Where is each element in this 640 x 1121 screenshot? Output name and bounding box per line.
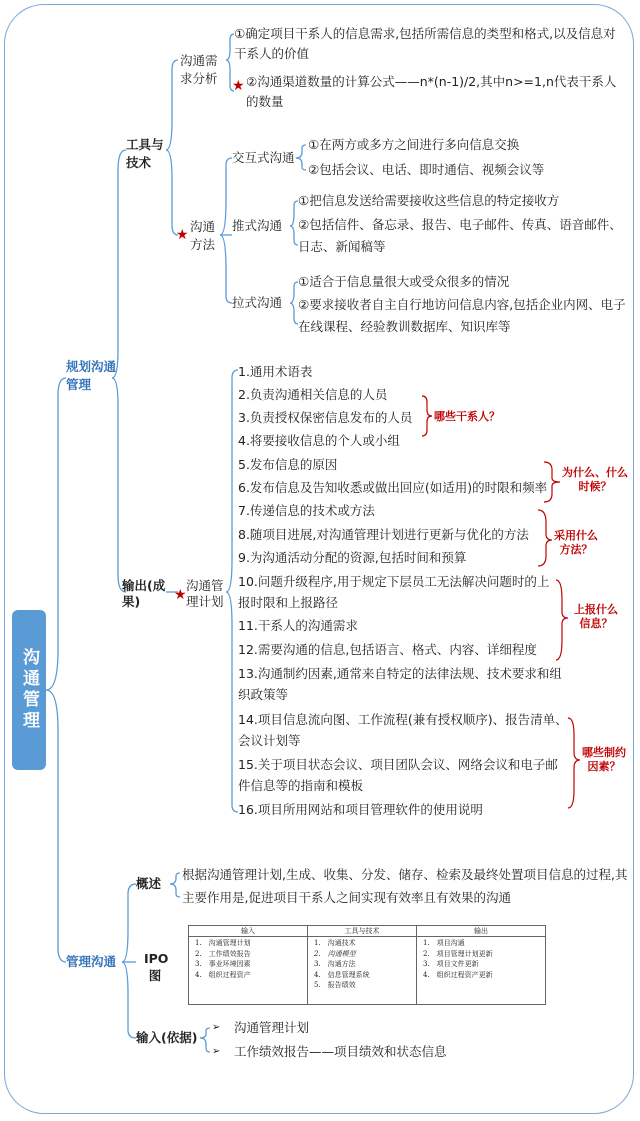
note-constraints: 哪些制约因素？ (582, 746, 626, 773)
ipo-divider (416, 936, 417, 1004)
interactive-item-2: ②包括会议、电话、即时通信、视频会议等 (308, 162, 545, 177)
ipo-input-1: 1. 沟通管理计划 (195, 939, 251, 947)
plan-item-9: 9.为沟通活动分配的资源,包括时间和预算 (238, 550, 467, 565)
branch-plan-title: 规划沟通管理 (66, 359, 117, 392)
plan-item-13: 13.沟通制约因素,通常来自特定的法律法规、技术要求和组织政策等 (238, 666, 562, 702)
overview-text: 根据沟通管理计划,生成、收集、分发、储存、检索及最终处置项目信息的过程,其主要作用是,促进项目干系人之间实现有效率且有效果的沟通 (182, 867, 628, 905)
note-which-method: 采用什么方法？ (554, 529, 598, 556)
push-item-1: ①把信息发送给需要接收这些信息的特定接收方 (298, 193, 560, 208)
ipo-tool-4: 4. 信息管理系统 (314, 970, 370, 979)
ipo-input-3: 3. 事业环境因素 (195, 960, 251, 968)
ipo-tools (314, 938, 370, 991)
ipo-tool-5: 5. 报告绩效 (314, 981, 356, 989)
plan-item-10: 10.问题升级程序,用于规定下层员工无法解决问题时的上报时限和上报路径 (238, 574, 550, 610)
ipo-outputs (423, 938, 493, 980)
ipo-header-tools: 工具与技术 (308, 926, 417, 937)
plan-item-11: 11.干系人的沟通需求 (238, 618, 358, 633)
star-icon: ★ (176, 227, 189, 243)
ipo-input-4: 4. 组织过程资产 (195, 970, 251, 979)
plan-item-16: 16.项目所用网站和项目管理软件的使用说明 (238, 802, 483, 817)
inputs-title: 输入(依据) (136, 1030, 198, 1045)
overview-title: 概述 (136, 876, 162, 891)
ipo-output-3: 3. 项目文件更新 (423, 960, 479, 968)
note-why-when: 为什么、什么时候？ (562, 466, 628, 493)
ipo-input-2: 2. 工作绩效报告 (195, 949, 251, 958)
plan-item-4: 4.将要接收信息的个人或小组 (238, 433, 400, 448)
needs-item-1: ①确定项目干系人的信息需求,包括所需信息的类型和格式,以及信息对干系人的价值 (234, 26, 616, 61)
ipo-tool-2: 2. 沟通模型 (314, 949, 356, 958)
needs-analysis-title: 沟通需求分析 (180, 53, 218, 86)
ipo-output-2: 2. 项目管理计划更新 (423, 949, 493, 958)
methods-title: 沟通方法 (190, 219, 216, 252)
ipo-title: IPO图 (144, 951, 169, 983)
input-item-2: 工作绩效报告——项目绩效和状态信息 (234, 1044, 447, 1059)
note-escalate-what: 上报什么信息？ (574, 603, 618, 630)
note-which-stakeholders: 哪些干系人？ (434, 410, 500, 423)
ipo-output-1: 1. 项目沟通 (423, 939, 465, 947)
plan-item-14: 14.项目信息流向图、工作流程(兼有授权顺序)、报告清单、会议计划等 (238, 712, 568, 748)
ipo-output-4: 4. 组织过程资产更新 (423, 970, 493, 979)
push-title: 推式沟通 (232, 218, 283, 233)
star-icon: ★ (174, 587, 187, 603)
plan-item-12: 12.需要沟通的信息,包括语言、格式、内容、详细程度 (238, 642, 537, 657)
arrow-bullet-icon: ➢ (212, 1022, 221, 1033)
root-node: 沟通管理 (12, 610, 46, 770)
interactive-item-1: ①在两方或多方之间进行多向信息交换 (308, 137, 520, 152)
plan-item-1: 1.通用术语表 (238, 364, 313, 379)
ipo-inputs (195, 938, 251, 980)
ipo-tool-1: 1. 沟通技术 (314, 939, 356, 947)
tools-title: 工具与技术 (126, 137, 164, 170)
push-item-2: ②包括信件、备忘录、报告、电子邮件、传真、语音邮件、日志、新闻稿等 (298, 217, 622, 254)
plan-item-6: 6.发布信息及告知收悉或做出回应(如适用)的时限和频率 (238, 480, 548, 495)
ipo-table (188, 925, 546, 1005)
input-item-1: 沟通管理计划 (234, 1020, 310, 1035)
plan-item-5: 5.发布信息的原因 (238, 457, 338, 472)
plan-item-7: 7.传递信息的技术或方法 (238, 503, 375, 518)
needs-item-2: ②沟通渠道数量的计算公式——n*(n-1)/2,其中n>=1,n代表干系人的数量 (246, 74, 617, 109)
arrow-bullet-icon: ➢ (212, 1046, 221, 1057)
interactive-title: 交互式沟通 (232, 150, 295, 165)
ipo-header-output: 输出 (417, 926, 545, 937)
plan-item-8: 8.随项目进展,对沟通管理计划进行更新与优化的方法 (238, 527, 529, 542)
ipo-tool-3: 3. 沟通方法 (314, 960, 356, 968)
branch-manage-title: 管理沟通 (66, 954, 117, 969)
pull-title: 拉式沟通 (232, 295, 283, 310)
plan-item-2: 2.负责沟通相关信息的人员 (238, 387, 388, 402)
plan-title: 沟通管理计划 (186, 578, 224, 609)
star-icon: ★ (232, 78, 245, 94)
pull-item-2: ②要求接收者自主自行地访问信息内容,包括企业内网、电子在线课程、经验教训数据库、知识库等 (298, 297, 626, 334)
ipo-divider (307, 936, 308, 1004)
outputs-title: 输出(成果) (122, 578, 166, 609)
pull-item-1: ①适合于信息量很大或受众很多的情况 (298, 274, 510, 289)
plan-item-3: 3.负责授权保密信息发布的人员 (238, 410, 413, 425)
ipo-header-input: 输入 (189, 926, 308, 937)
plan-item-15: 15.关于项目状态会议、项目团队会议、网络会议和电子邮件信息等的指南和模板 (238, 757, 558, 793)
